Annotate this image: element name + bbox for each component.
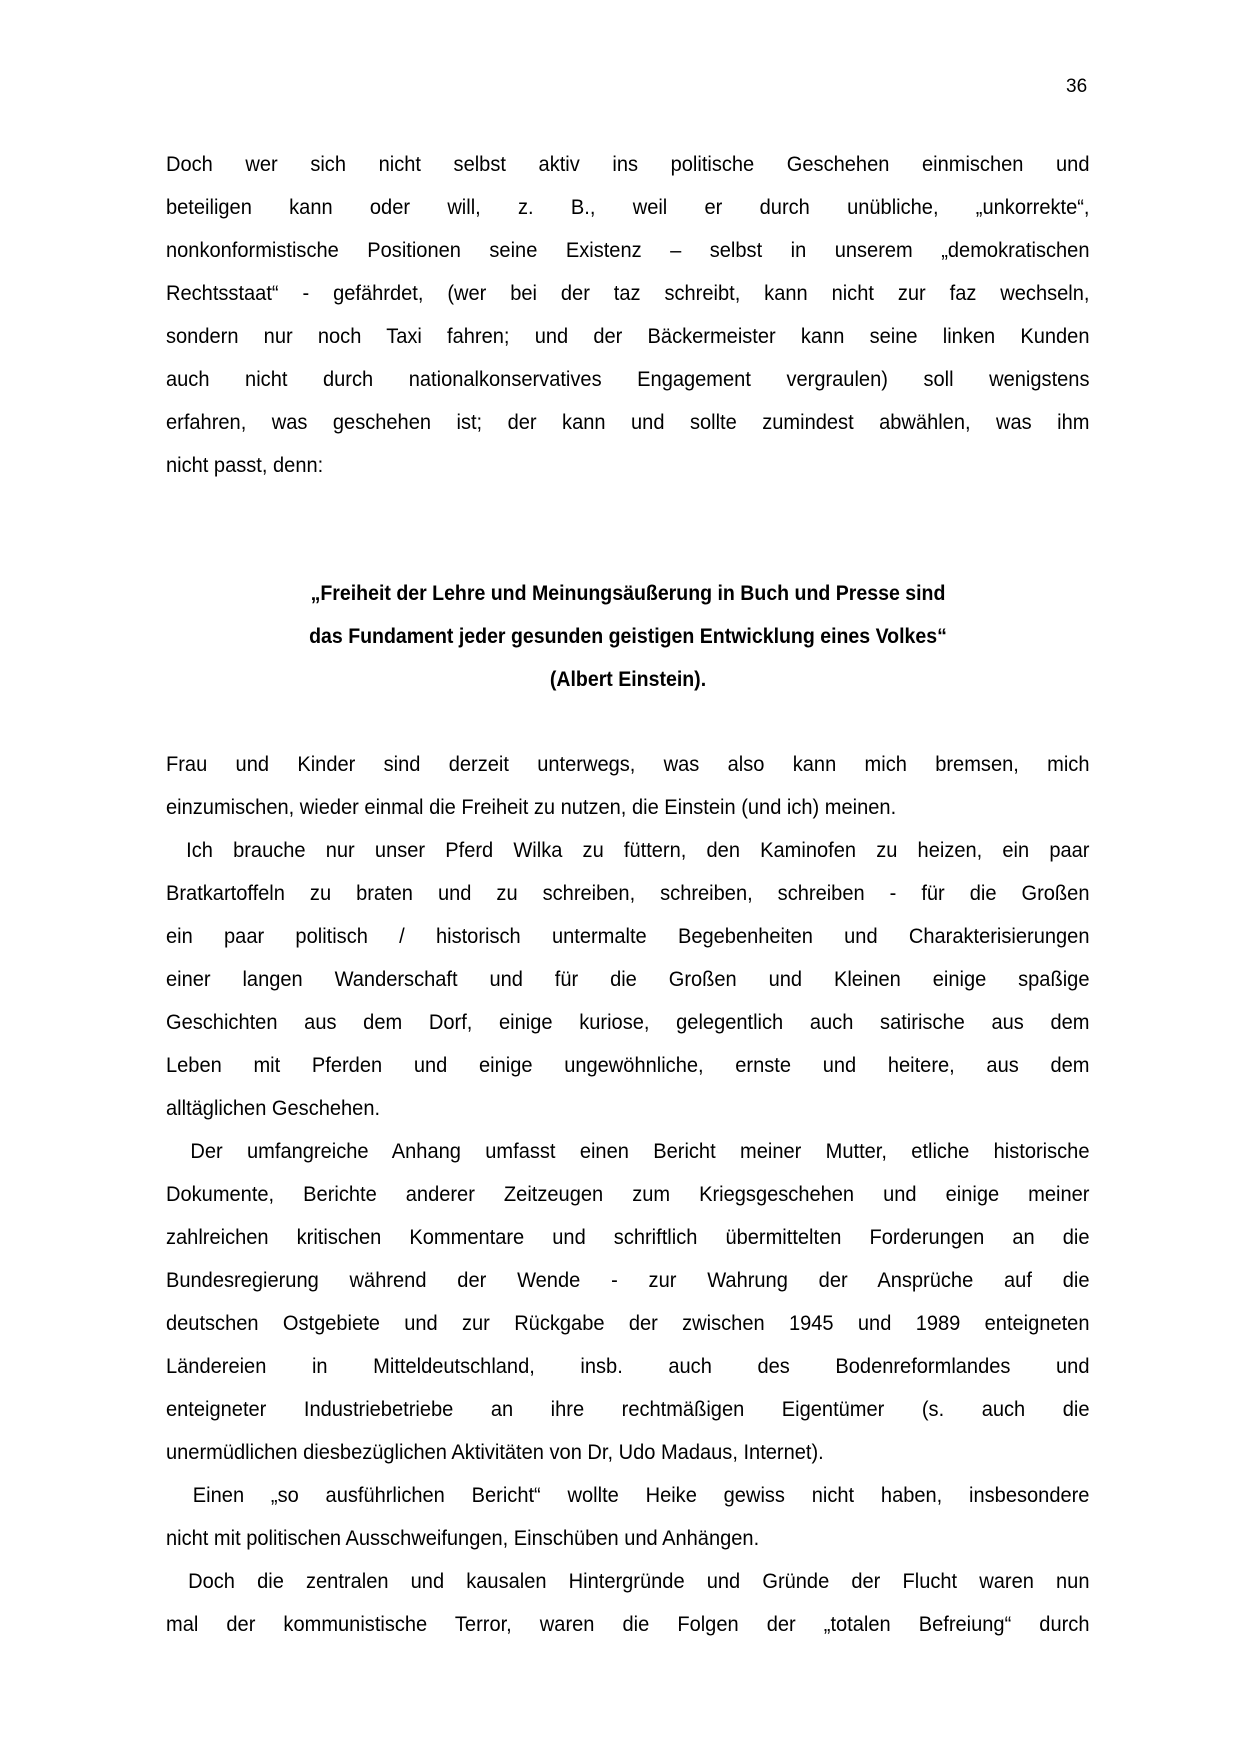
text-line: Bratkartoffeln zu braten und zu schreiben, schreiben, schreiben - für die Großen	[166, 882, 1090, 905]
einstein-quote	[166, 572, 1090, 701]
text-line: Der umfangreiche Anhang umfasst einen Bericht meiner Mutter, etliche historische	[190, 1140, 1090, 1163]
text-line: Rechtsstaat“ - gefährdet, (wer bei der taz schreibt, kann nicht zur faz wechseln,	[166, 282, 1090, 305]
quote-line: das Fundament jeder gesunden geistigen Entwicklung eines Volkes“	[309, 625, 947, 648]
text-line: nonkonformistische Positionen seine Existenz – selbst in unserem „demokratischen	[166, 239, 1090, 262]
text-line: Bundesregierung während der Wende - zur Wahrung der Ansprüche auf die	[166, 1269, 1090, 1292]
paragraph-intro	[166, 143, 1089, 487]
text-line: Dokumente, Berichte anderer Zeitzeugen zum Kriegsgeschehen und einige meiner	[166, 1183, 1090, 1206]
text-line: Geschichten aus dem Dorf, einige kuriose, gelegentlich auch satirische aus dem	[166, 1011, 1090, 1034]
text-line: beteiligen kann oder will, z. B., weil er durch unübliche, „unkorrekte“,	[166, 196, 1090, 219]
text-line: Ich brauche nur unser Pferd Wilka zu füttern, den Kaminofen zu heizen, ein paar	[186, 839, 1090, 862]
text-line: nicht mit politischen Ausschweifungen, Einschüben und Anhängen.	[166, 1527, 760, 1550]
text-line: erfahren, was geschehen ist; der kann und sollte zumindest abwählen, was ihm	[166, 411, 1090, 434]
text-line: unermüdlichen diesbezüglichen Aktivitäten von Dr, Udo Madaus, Internet).	[166, 1441, 824, 1464]
text-line: Einen „so ausführlichen Bericht“ wollte Heike gewiss nicht haben, insbesondere	[192, 1484, 1090, 1507]
text-line: ein paar politisch / historisch untermalte Begebenheiten und Charakterisierungen	[166, 925, 1090, 948]
text-line: alltäglichen Geschehen.	[166, 1097, 381, 1120]
text-line: Frau und Kinder sind derzeit unterwegs, was also kann mich bremsen, mich	[166, 753, 1090, 776]
text-line: einer langen Wanderschaft und für die Großen und Kleinen einige spaßige	[166, 968, 1090, 991]
text-line: Leben mit Pferden und einige ungewöhnliche, ernste und heitere, aus dem	[166, 1054, 1090, 1077]
text-line: zahlreichen kritischen Kommentare und schriftlich übermittelten Forderungen an die	[166, 1226, 1090, 1249]
text-line: enteigneter Industriebetriebe an ihre rechtmäßigen Eigentümer (s. auch die	[166, 1398, 1090, 1421]
text-line: sondern nur noch Taxi fahren; und der Bäckermeister kann seine linken Kunden	[166, 325, 1090, 348]
text-line: deutschen Ostgebiete und zur Rückgabe der zwischen 1945 und 1989 enteigneten	[166, 1312, 1090, 1335]
text-line: Doch die zentralen und kausalen Hintergründe und Gründe der Flucht waren nun	[188, 1570, 1090, 1593]
text-line: mal der kommunistische Terror, waren die Folgen der „totalen Befreiung“ durch	[166, 1613, 1090, 1636]
quote-line: „Freiheit der Lehre und Meinungsäußerung in Buch und Presse sind	[310, 582, 946, 605]
quote-attribution: (Albert Einstein).	[549, 668, 707, 691]
text-line: Doch wer sich nicht selbst aktiv ins politische Geschehen einmischen und	[166, 153, 1090, 176]
page-number: 36	[1066, 76, 1088, 97]
text-line: Ländereien in Mitteldeutschland, insb. auch des Bodenreformlandes und	[166, 1355, 1090, 1378]
text-line: auch nicht durch nationalkonservatives Engagement vergraulen) soll wenigstens	[166, 368, 1090, 391]
text-line: einzumischen, wieder einmal die Freiheit zu nutzen, die Einstein (und ich) meinen.	[166, 796, 897, 819]
text-line: nicht passt, denn:	[166, 454, 324, 477]
paragraph-main	[166, 743, 1089, 1646]
